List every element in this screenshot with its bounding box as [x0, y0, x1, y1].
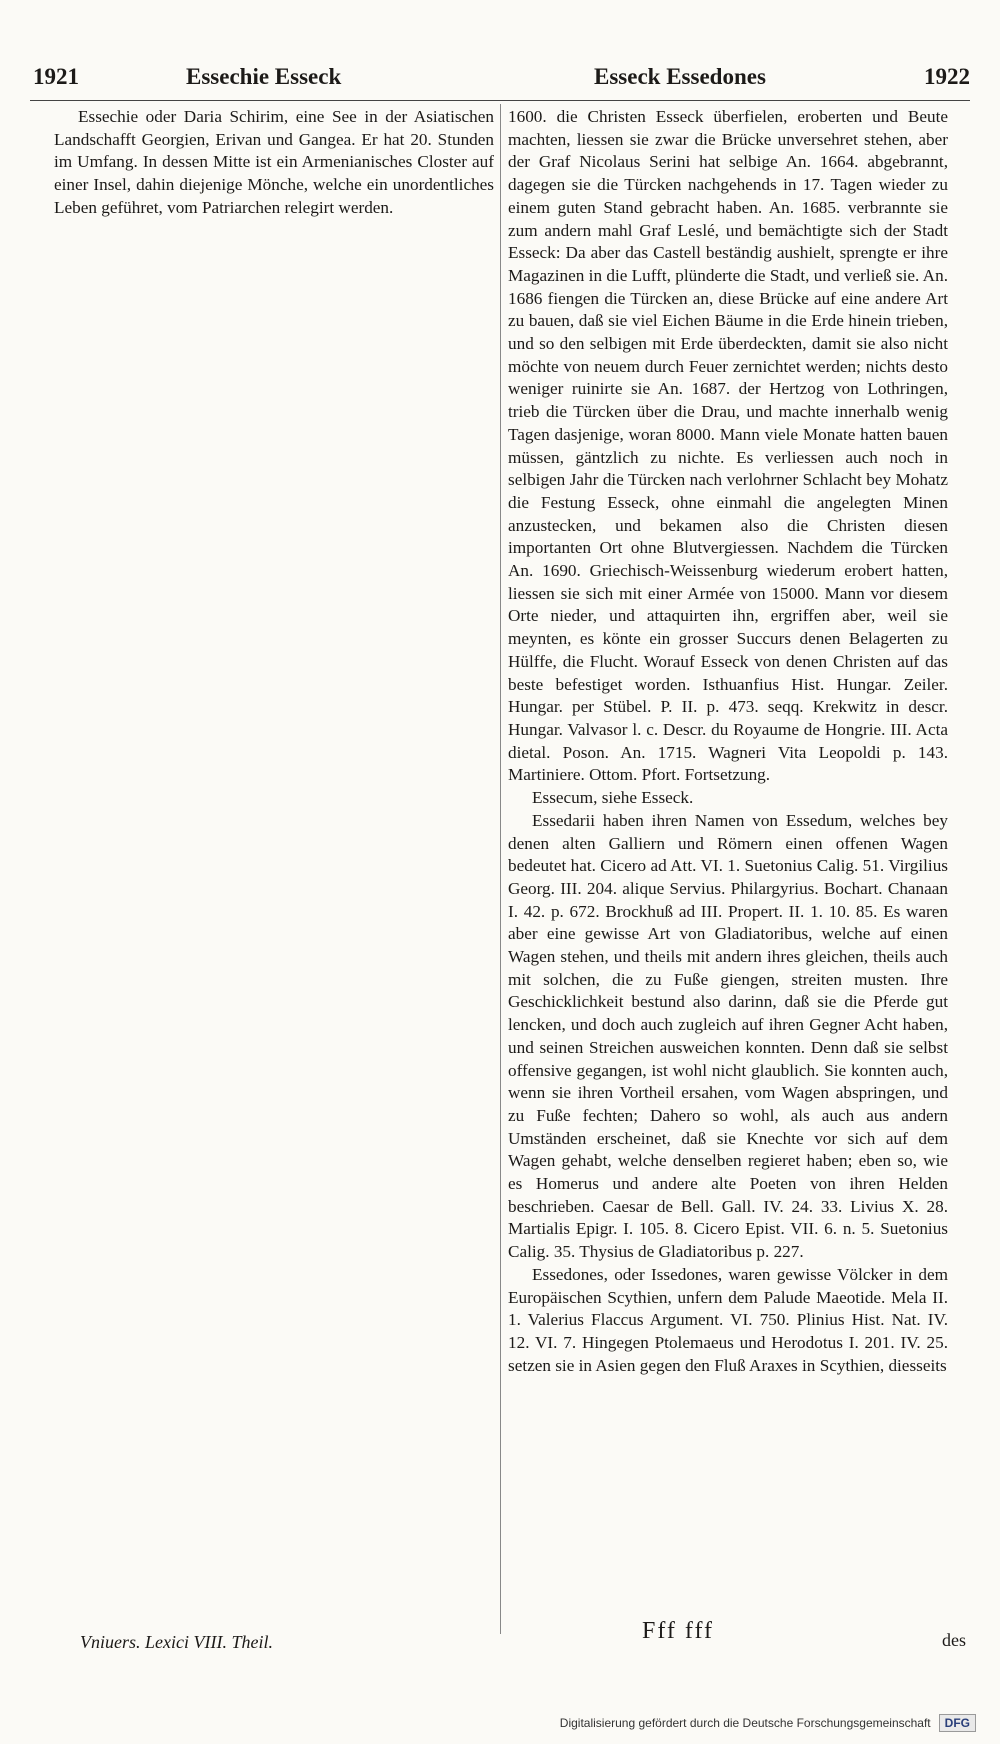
entry-esseck-continued: 1600. die Christen Esseck überfielen, eroberten und Beute machten, liessen sie zwar die Brücke unversehret stehen, aber der Graf Nicolaus Serini hat selbige An. 1664. abgebrannt, dagegen sie die Türcken nachgehends in 17. Tagen wieder zu einem guten Stand gebracht haben. An. 1685. verbrannte sie zum andern mahl Graf Leslé, und bemächtigte sich der Stadt Esseck: Da aber das Castell beständig aushielt, sprengte er ihre Magazinen in die Lufft, plünderte die Stadt, und verließ sie. An. 1686 fiengen die Türcken an, diese Brücke auf eine andere Art zu bauen, daß sie viel Eichen Bäume in die Erde hinein trieben, und so den selbigen mit Erde überdeckten, damit sie also nicht möchte von neuem durch Feuer zernichtet werden; nichts desto weniger ruinirte sie An. 1687. der Hertzog von Lothringen, trieb die Türcken über die Drau, und machte innerhalb wenig Tagen dasjenige, woran 8000. Mann viele Monate hatten bauen müssen, gäntzlich zu nichte. Es verliessen auch noch in selbigen Jahr die Türcken nach verlohrner Schlacht bey Mohatz die Festung Esseck, ohne einmahl die angelegten Minen anzustecken, und bekamen also die Christen diesen importanten Ort ohne Blutvergiessen. Nachdem die Türcken An. 1690. Griechisch-Weissenburg wiederum erobert hatten, liessen sie sich mit einer Armée von 15000. Mann vor diesem Orte nieder, und attaquirten ihn, ergriffen aber, weil sie meynten, es könte ein grosser Succurs denen Belagerten zu Hülffe, die Flucht. Worauf Esseck von denen Christen auf das beste befestiget worden. Isthuanfius Hist. Hungar. Zeiler. Hungar. per Stübel. P. II. p. 473. seqq. Krekwitz in descr. Hungar. Valvasor l. c. Descr. du Royaume de Hongrie. III. Acta dietal. Poson. An. 1715. Wagneri Vita Leopoldi p. 143. Martiniere. Ottom. Pfort. Fortsetzung.	[508, 107, 948, 785]
column-divider	[500, 104, 501, 1634]
left-column	[54, 106, 494, 1646]
header-rule	[30, 100, 970, 101]
left-running-title: Essechie Esseck	[186, 64, 342, 89]
signature-mark: Fff fff	[642, 1618, 715, 1644]
entry-essedones: Essedones, oder Issedones, waren gewisse Völcker in dem Europäischen Scythien, unfern dem Palude Maeotide. Mela II. 1. Valerius Flaccus Argument. VI. 750. Plinius Hist. Nat. IV. 12. VI. 7. Hingegen Ptolemaeus und Herodotus I. 201. IV. 25. setzen sie in Asien gegen den Fluß Araxes in Scythien, diesseits	[508, 1264, 948, 1375]
footer-text: Digitalisierung gefördert durch die Deutsche Forschungsgemeinschaft	[559, 1716, 931, 1730]
dfg-logo-icon: DFG	[939, 1714, 976, 1732]
volume-line: Vniuers. Lexici VIII. Theil.	[80, 1632, 273, 1652]
entry-essedarii: Essedarii haben ihren Namen von Essedum, welches bey denen alten Galliern und Römern einen offenen Wagen bedeutet hat. Cicero ad Att. VI. 1. Suetonius Calig. 51. Virgilius Georg. III. 204. alique Servius. Philargyrius. Bochart. Chanaan I. 42. p. 672. Brockhuß ad III. Propert. II. 1. 10. 85. Es waren aber eine gewisse Art von Gladiatoribus, welche auf einen Wagen stehen, und theils mit andern ihres gleichen, theils auch mit solchen, die zu Fuße giengen, streiten musten. Ihre Geschicklichkeit bestund also darinn, daß sie die Pferde gut lencken, und doch auch zugleich auf ihren Gegner Acht haben, und seinen Streichen ausweichen konnten. Denn daß sie selbst offensive gegangen, ist wohl nicht glaublich. Sie konnten auch, wenn sie ihren Vortheil ersahen, vom Wagen abspringen, und zu Fuße fechten; Dahero so wohl, als auch aus andern Umständen erscheinet, daß sie Knechte vor sich auf dem Wagen gehabt, welche denselben regieret haben; eben so, wie es Homerus und andere alte Poeten von ihren Helden beschrieben. Caesar de Bell. Gall. IV. 24. 33. Livius X. 28. Martialis Epigr. I. 105. 8. Cicero Epist. VII. 6. n. 5. Suetonius Calig. 35. Thysius de Gladiatoribus p. 227.	[508, 810, 948, 1262]
right-column-number: 1922	[924, 64, 970, 89]
catchword: des	[942, 1630, 966, 1650]
digitization-footer	[560, 1714, 976, 1732]
entry-essechie: Essechie oder Daria Schirim, eine See in der Asiatischen Landschafft Georgien, Erivan und Gangea. Er hat 20. Stunden im Umfang. In dessen Mitte ist ein Armenianisches Closter auf einer Insel, dahin diejenige Mönche, welche ein unordentliches Leben geführet, vom Patriarchen relegirt werden.	[54, 107, 494, 217]
entry-essecum: Essecum, siehe Esseck.	[532, 788, 694, 808]
page-header	[28, 58, 972, 98]
right-column	[508, 106, 948, 1646]
left-column-number: 1921	[33, 64, 79, 89]
right-running-title: Esseck Essedones	[594, 64, 766, 89]
